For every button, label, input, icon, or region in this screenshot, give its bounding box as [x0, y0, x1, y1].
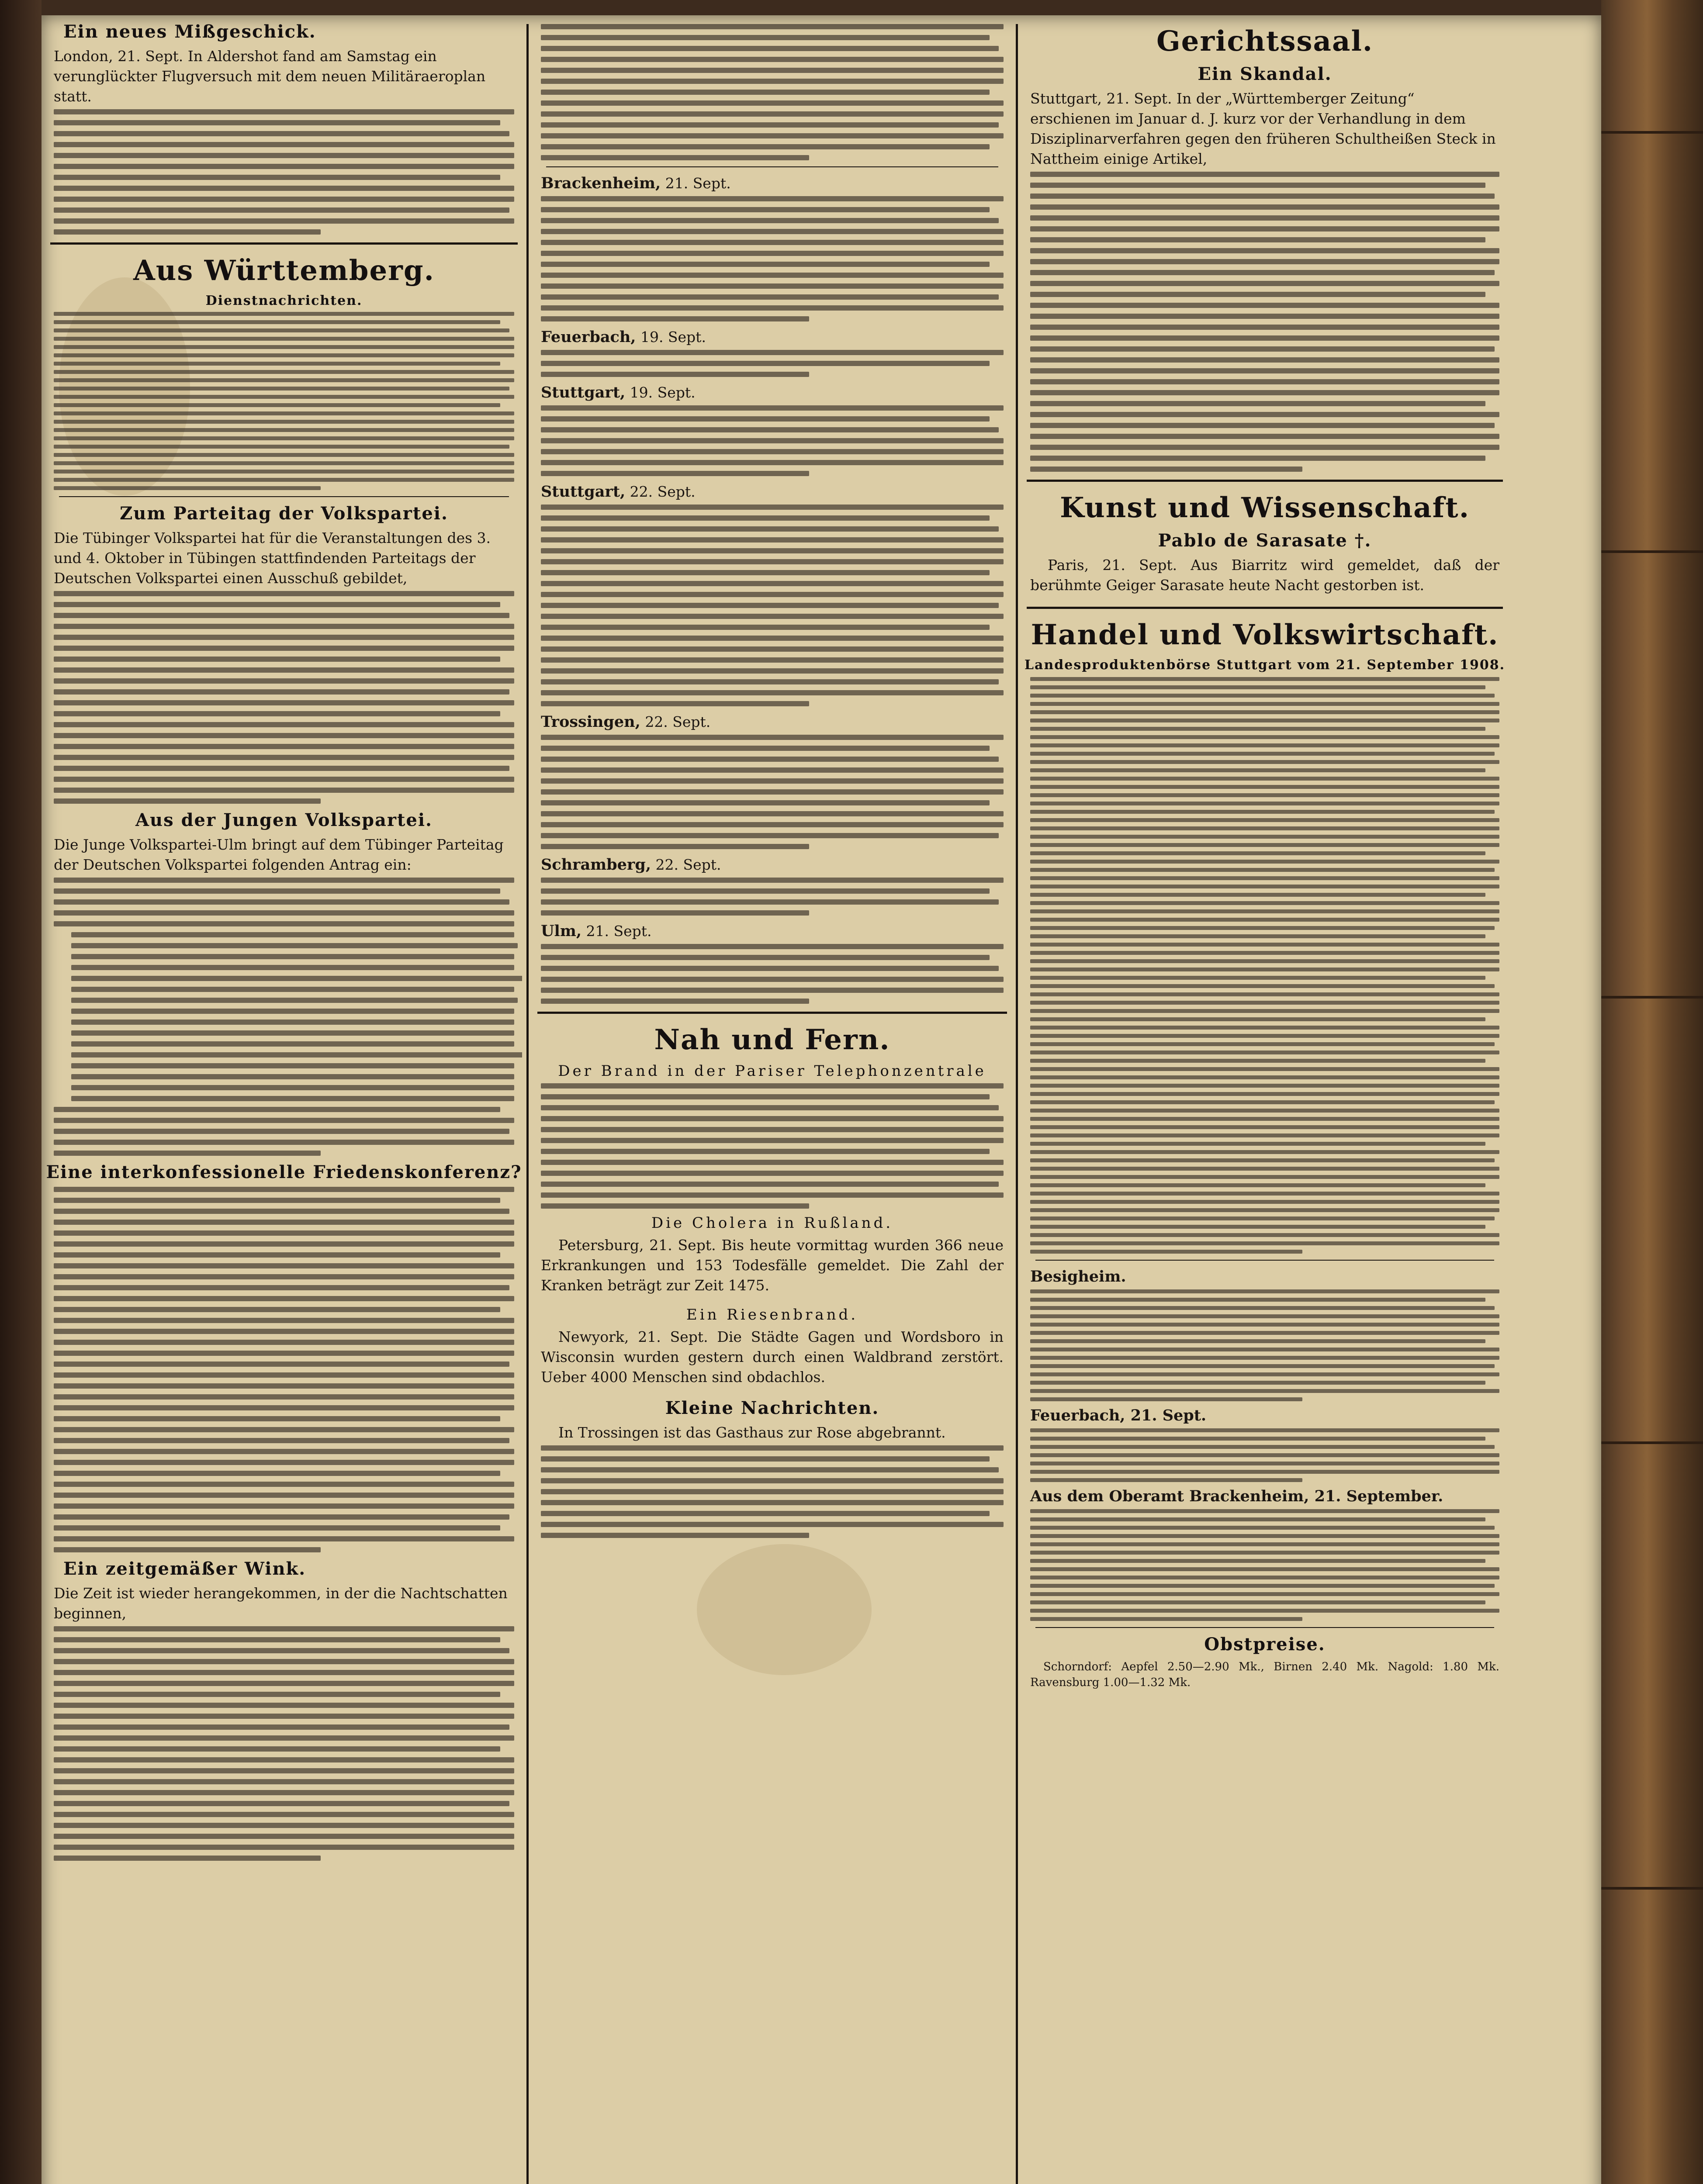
- column-rule-1: [526, 24, 529, 2184]
- article-sarasate-text: Paris, 21. Sept. Aus Biarritz wird gemeldet, daß der berühmte Geiger Sarasate heute Nacht gestorben ist.: [1030, 556, 1499, 594]
- dateline-oberamt-brackenheim: Aus dem Oberamt Brackenheim, 21. September.: [1030, 1487, 1443, 1505]
- article-trossingen-body: [541, 735, 1004, 849]
- article-jungen-lead: Die Junge Volkspartei-Ulm bringt auf dem Tübinger Parteitag der Deutschen Volkspartei folgenden Antrag ein:: [54, 836, 504, 873]
- subheading-skandal: Ein Skandal.: [1198, 64, 1332, 84]
- subheading-kleine-nachrichten: Kleine Nachrichten.: [665, 1398, 879, 1418]
- article-riesenbrand-text: Newyork, 21. Sept. Die Städte Gagen und Wordsboro in Wisconsin wurden gestern durch einen Waldbrand zerstört. Ueber 4000 Menschen sind obdachlos.: [541, 1328, 1004, 1386]
- dateline-feuerbach: Feuerbach, 19. Sept.: [541, 328, 706, 346]
- article-skandal-lead: Stuttgart, 21. Sept. In der „Württemberger Zeitung“ erschienen im Januar d. J. kurz vor der Verhandlung in dem Disziplinarverfahren gegen den früheren Schultheißen Steck in Nattheim einige Artikel,: [1030, 90, 1496, 167]
- article-stuttgart-19-body: [541, 405, 1004, 476]
- column-2: [533, 15, 1011, 2184]
- book-spine: [1601, 0, 1703, 2184]
- newspaper-page: [42, 15, 1601, 2184]
- article-feuerbach-body: [541, 350, 1004, 377]
- subheading-cholera: Die Cholera in Rußland.: [651, 1214, 893, 1232]
- dateline-ulm: Ulm, 21. Sept.: [541, 922, 652, 940]
- article-wink-lead: Die Zeit ist wieder herangekommen, in der die Nachtschatten beginnen,: [54, 1585, 508, 1622]
- subheading-riesenbrand: Ein Riesenbrand.: [686, 1306, 858, 1324]
- article-telephonzentrale-body: [541, 1083, 1004, 1209]
- headline-jungen-volkspartei: Aus der Jungen Volkspartei.: [135, 810, 433, 830]
- dateline-besigheim: Besigheim.: [1030, 1268, 1126, 1286]
- article-parteitag-body: [54, 591, 514, 804]
- dateline-stuttgart-22: Stuttgart, 22. Sept.: [541, 483, 696, 501]
- article-schramberg-body: [541, 878, 1004, 916]
- dateline-trossingen: Trossingen, 22. Sept.: [541, 713, 711, 731]
- article-ulm-body: [541, 944, 1004, 1004]
- article-obstpreise-text: Schorndorf: Aepfel 2.50—2.90 Mk., Birnen 2.40 Mk. Nagold: 1.80 Mk. Ravensburg 1.00—1.32 Mk.: [1030, 1660, 1499, 1689]
- column-rule-2: [1016, 24, 1018, 2184]
- article-cholera-text: Petersburg, 21. Sept. Bis heute vormittag wurden 366 neue Erkrankungen und 153 Todesfälle gemeldet. Die Zahl der Kranken beträgt zur Zeit 1475.: [541, 1237, 1004, 1294]
- article-brackenheim-body: [541, 196, 1004, 321]
- dateline-stuttgart-19: Stuttgart, 19. Sept.: [541, 384, 696, 401]
- article-jungen-body: [54, 878, 514, 1156]
- article-missgeschick-body: [54, 109, 514, 235]
- headline-friedenskonferenz: Eine interkonfessionelle Friedenskonferenz?: [46, 1162, 522, 1182]
- subheading-telephonzentrale: Der Brand in der Pariser Telephonzentrale: [558, 1062, 986, 1080]
- column-1: [46, 15, 522, 2184]
- article-wink-body: [54, 1626, 514, 1861]
- article-friedenskonferenz-body: [54, 1187, 514, 1552]
- dateline: London, 21. Sept.: [54, 48, 183, 65]
- article-feuerbach-gerb-body: [1030, 1428, 1499, 1482]
- article-oberamt-body: [1030, 1509, 1499, 1621]
- section-heading-handel: Handel und Volkswirtschaft.: [1031, 619, 1499, 651]
- headline-missgeschick: Ein neues Mißgeschick.: [63, 21, 316, 42]
- subheading-obstpreise: Obstpreise.: [1204, 1634, 1326, 1655]
- subheading-landesproduktenboerse: Landesproduktenbörse Stuttgart vom 21. September 1908.: [1024, 657, 1506, 673]
- section-heading-nah-und-fern: Nah und Fern.: [654, 1023, 890, 1056]
- article-kleine-body: [541, 1445, 1004, 1538]
- section-heading-wuerttemberg: Aus Württemberg.: [133, 254, 435, 287]
- article-kleine-text: In Trossingen ist das Gasthaus zur Rose abgebrannt.: [558, 1424, 946, 1441]
- column-3: [1022, 15, 1507, 2184]
- book-left-edge: [0, 0, 42, 2184]
- headline-parteitag: Zum Parteitag der Volkspartei.: [120, 503, 448, 524]
- dienstnachrichten-body: [54, 312, 514, 490]
- article-besigheim-body: [1030, 1289, 1499, 1401]
- headline-zeitgemaesser-wink: Ein zeitgemäßer Wink.: [63, 1559, 306, 1579]
- article-parteitag-lead: Die Tübinger Volkspartei hat für die Veranstaltungen des 3. und 4. Oktober in Tübingen stattfindenden Parteitags der Deutschen Volkspartei einen Ausschuß gebildet,: [54, 529, 491, 587]
- section-heading-gerichtssaal: Gerichtssaal.: [1156, 25, 1374, 58]
- article-missgeschick-lead: [54, 46, 514, 107]
- continued-article-body: [541, 24, 1004, 160]
- dateline-feuerbach-gerb: Feuerbach, 21. Sept.: [1030, 1406, 1207, 1424]
- subheading-dienstnachrichten: Dienstnachrichten.: [205, 293, 363, 308]
- subheading-sarasate: Pablo de Sarasate †.: [1158, 530, 1372, 551]
- dateline-brackenheim: Brackenheim, 21. Sept.: [541, 174, 731, 192]
- boerse-report-body: [1030, 677, 1499, 1254]
- section-heading-kunst: Kunst und Wissenschaft.: [1060, 491, 1470, 524]
- article-stuttgart-22-body: [541, 505, 1004, 706]
- dateline-schramberg: Schramberg, 22. Sept.: [541, 856, 721, 874]
- article-opening: In Aldershot fand am Samstag ein verunglückter Flugversuch mit dem neuen Militäraeroplan statt.: [54, 48, 486, 105]
- article-skandal-body: [1030, 172, 1499, 472]
